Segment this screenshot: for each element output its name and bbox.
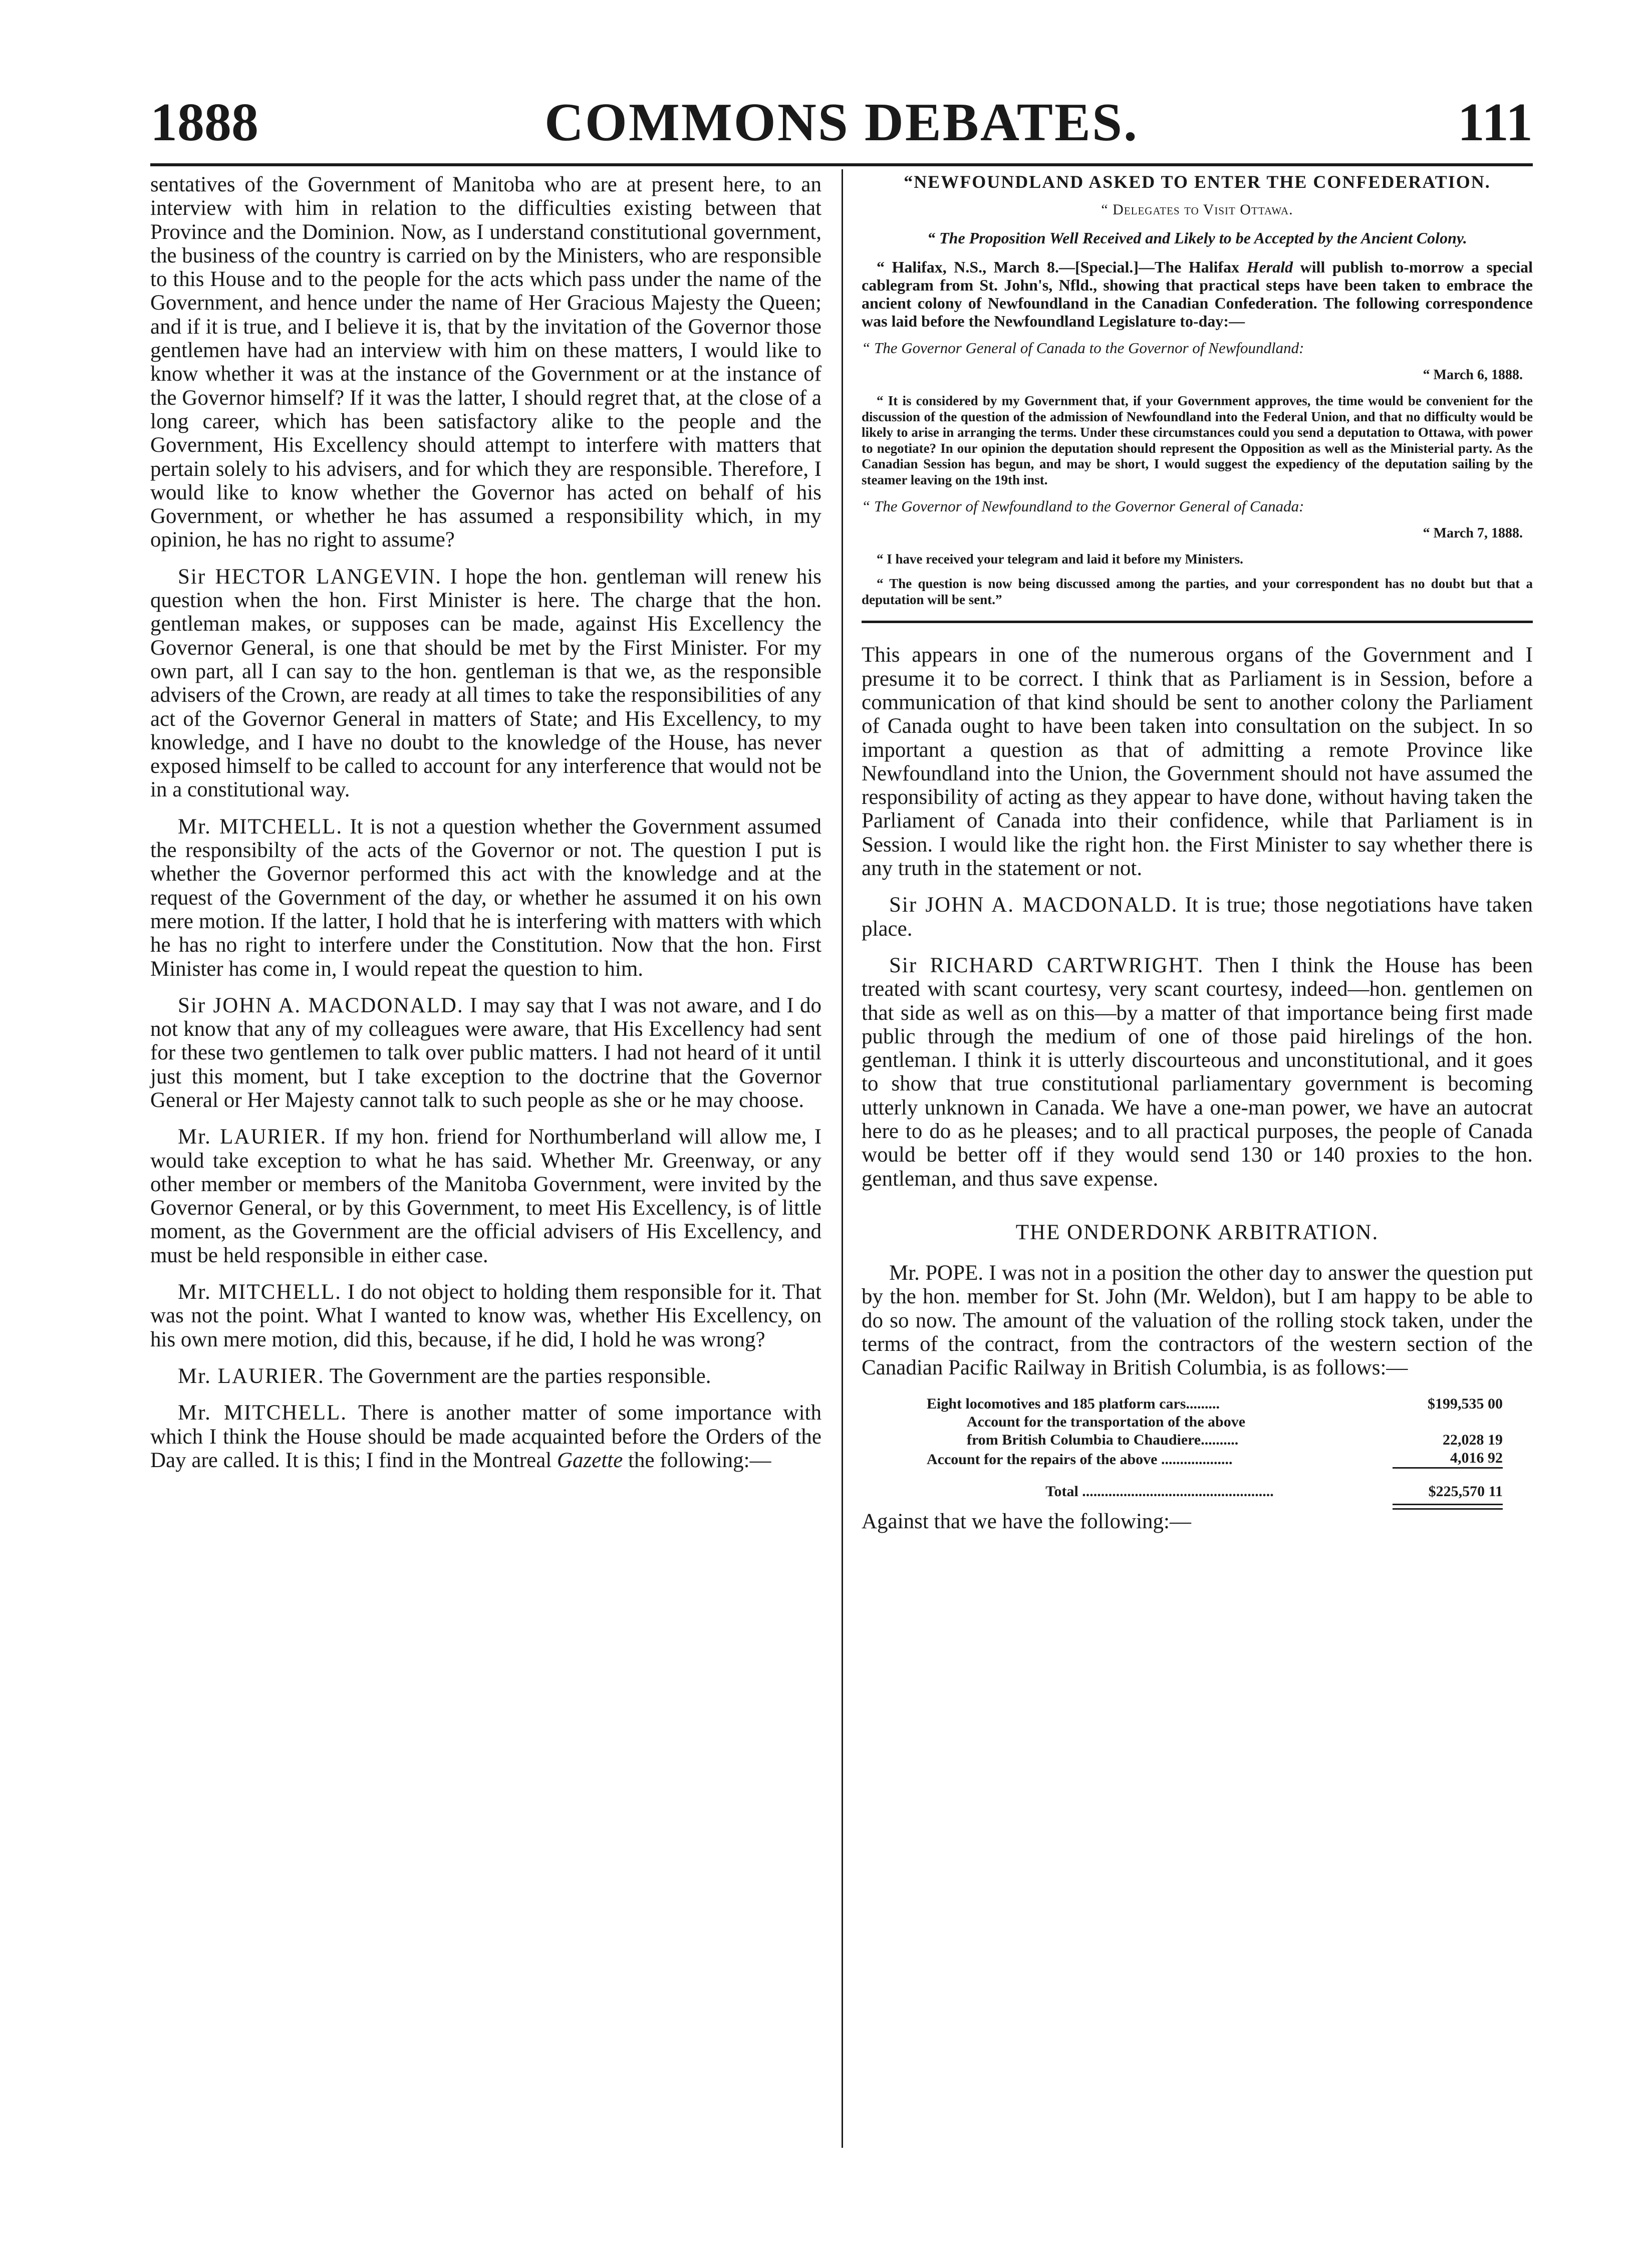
page-header [150, 93, 1533, 153]
newspaper-name: Herald [1246, 258, 1293, 276]
paragraph: sentatives of the Government of Manitoba who are at present here, to an interview with him in relation to the difficulties existing between that Province and the Dominion. Now, as I understand constitutional government, the business of the country is carried on by the Ministers, who are responsible to this House and to the people for the acts which pass under the name of the Government, and hence under the name of Her Gracious Majesty the Queen; and if it is true, and I believe it is, that by the invitation of the Governor those gentlemen have had an interview with him on these matters, I would like to know whether it was at the instance of the Government or at the instance of the Governor himself? If it was the latter, I should regret that, at the close of a long career, which has been satisfactory alike to the people and the Government, His Excellency should attempt to interfere with matters that pertain solely to his advisers, and for which they are responsible. Therefore, I would like to know whether the Governor has acted on behalf of his Government, or whether he has assumed a responsibility which, in my opinion, he has no right to assume? [150, 173, 821, 552]
speaker-name: Mr. LAURIER. [178, 1364, 325, 1388]
table-label: Account for the transportation of the above [967, 1413, 1246, 1430]
speech-text: There is another matter of some importance with which I think the House should be made acquainted before the Orders of the Day are called. It is this; I find in the Montreal [150, 1401, 821, 1472]
table-total-label: Total ................................................... [1045, 1483, 1274, 1500]
table-row [927, 1431, 1503, 1449]
speaker-name: Sir RICHARD CARTWRIGHT. [889, 953, 1204, 977]
speaker-name: Sir HECTOR LANGEVIN. [178, 565, 442, 589]
speaker-name: Sir JOHN A. MACDONALD. [178, 993, 464, 1017]
newspaper-name: Gazette [557, 1448, 623, 1472]
speech-text: If my hon. friend for Northumberland will allow me, I would take exception to what he has said. Whether Mr. Greenway, or any other member or members of the Manitoba Government, were invited by the Governor General, or by this Government, to meet His Excellency, is of little moment, as the Government are the official advisers of His Excellency, and must be held responsible in either case. [150, 1125, 822, 1267]
speaker-name: Mr. MITCHELL. [178, 1280, 342, 1304]
table-label: Account for the repairs of the above ................... [927, 1451, 1233, 1468]
column-divider [842, 169, 843, 2148]
letter-date: “ March 6, 1888. [1423, 367, 1523, 383]
right-column [862, 173, 1533, 1546]
clipping-subhead: “ Delegates to Visit Ottawa. [1101, 201, 1293, 218]
letter-body: “ The question is now being discussed among the parties, and your correspondent has no doubt but that a deputation will be sent.” [862, 576, 1533, 607]
speaker-name: Mr. MITCHELL. [178, 814, 343, 838]
clipping-lead [862, 258, 1533, 330]
speech-text: I may say that I was not aware, and I do not know that any of my colleagues were aware, that His Excellency had sent for these two gentlemen to talk over public matters. I had not heard of it until just this moment, but I take exception to the doctrine that the Governor General or Her Majesty cannot talk to such people as she or he may choose. [150, 993, 821, 1112]
clipping-headline: “NEWFOUNDLAND ASKED TO ENTER THE CONFEDERATION. [904, 172, 1491, 192]
total-double-rule [1393, 1504, 1503, 1510]
speech-paragraph [150, 1401, 821, 1472]
table-amount: $199,535 00 [1428, 1395, 1503, 1412]
speech-paragraph [862, 1261, 1533, 1379]
table-amount: 22,028 19 [1443, 1431, 1503, 1448]
clipping-lead-text: will publish to-morrow a special cablegram from St. John's, Nfld., showing that practical steps have been taken to embrace the ancient colony of Newfoundland in the Canadian Confederation. The following correspondence was laid before the Newfoundland Legislature to-day:— [862, 258, 1533, 330]
speech-text: Then I think the House has been treated with scant courtesy, very scant courtesy, indeed—hon. gentlemen on that side as well as on this—by a matter of that importance being first made public through the medium of one of those paid hirelings of the hon. gentleman. I think it is utterly discourteous and unconstitutional, and it goes to show that true constitutional parliamentary government is becoming utterly unknown in Canada. We have a one-man power, we have an autocrat here to do as he pleases; and to all practical purposes, the people of Canada would be better off if they would send 130 or 140 proxies to the hon. gentleman, and thus save expense. [862, 953, 1533, 1191]
table-amount: 4,016 92 [1393, 1449, 1503, 1469]
speech-paragraph [862, 954, 1533, 1191]
speech-paragraph [150, 994, 821, 1112]
publication-title: COMMONS DEBATES. [544, 93, 1139, 152]
header-year: 1888 [150, 93, 258, 152]
clipping-lead-text: “ Halifax, N.S., March 8.—[Special.]—The Halifax [877, 258, 1240, 276]
speech-paragraph [150, 1280, 821, 1351]
speech-paragraph [150, 565, 821, 802]
paragraph: Against that we have the following:— [862, 1509, 1191, 1533]
left-column [150, 173, 821, 1485]
section-title: THE ONDERDONK ARBITRATION. [1015, 1220, 1379, 1244]
table-label: from British Columbia to Chaudiere.......... [967, 1431, 1239, 1448]
table-total-amount: $225,570 11 [1428, 1483, 1503, 1500]
letter-date: “ March 7, 1888. [1423, 525, 1523, 541]
speech-text: It is not a question whether the Government assumed the responsibilty of the acts of the Governor or not. The question I put is whether the Governor performed this act with the knowledge and at the request of the Government of the day, or whether he assumed it on his own mere motion. If the latter, I hold that he is interfering with matters with which he has no right to interfere under the Constitution. Now that the hon. First Minister has come in, I would repeat the question to him. [150, 814, 821, 981]
speaker-name: Mr. MITCHELL. [178, 1401, 347, 1425]
speech-text: I was not in a position the other day to answer the question put by the hon. member for St. John (Mr. Weldon), but I am happy to be able to do so now. The amount of the valuation of the rolling stock taken, under the terms of the contract, from the contractors of the western section of the Canadian Pacific Railway in British Columbia, is as follows:— [862, 1261, 1533, 1380]
speech-text: I do not object to holding them responsible for it. That was not the point. What I wanted to know was, whether His Excellency, on his own mere motion, did this, because, if he did, I hold he was wrong? [150, 1280, 821, 1351]
speech-paragraph [150, 1364, 821, 1388]
table-label: Eight locomotives and 185 platform cars......... [927, 1395, 1220, 1412]
speech-paragraph [862, 893, 1533, 941]
speech-text: It is true; those negotiations have taken place. [862, 893, 1533, 941]
letter-body: “ It is considered by my Government that, if your Government approves, the time would be convenient for the discussion of the question of the admission of Newfoundland into the Federal Union, and that no difficulty would be likely to arise in arranging the terms. Under these circumstances could you send a deputation to Ottawa, with power to negotiate? In our opinion the deputation should represent the Opposition as well as the Ministerial party. As the Canadian Session has begun, and may be short, I would suggest the expediency of the deputation sailing by the steamer leaving on the 19th inst. [862, 393, 1533, 487]
paragraph: This appears in one of the numerous organs of the Government and I presume it to be correct. I think that as Parliament is in Session, before a communication of that kind should be sent to another colony the Parliament of Canada ought to have been taken into consultation on the subject. In so important a question as that of admitting a remote Province like Newfoundland into the Union, the Government should not have assumed the responsibility of acting as they appear to have done, without having taken the Parliament of Canada into their confidence, while that Parliament is in Session. I would like the right hon. the First Minister to say whether there is any truth in the statement or not. [862, 643, 1533, 881]
table-row [927, 1413, 1503, 1431]
letter-heading: “ The Governor of Newfoundland to the Governor General of Canada: [862, 497, 1304, 515]
table-row [927, 1449, 1503, 1469]
page-number: 111 [1457, 93, 1533, 152]
speaker-name: Mr. LAURIER. [178, 1125, 327, 1149]
speech-paragraph [150, 815, 821, 981]
valuation-table [927, 1395, 1503, 1510]
speech-text: I hope the hon. gentleman will renew his question when the hon. First Minister is here. The charge that the hon. gentleman makes, or supposes can be made, against His Excellency the Governor General, is one that should be met by the First Minister. For my own part, all I can say to the hon. gentleman is that we, as the responsible advisers of the Crown, are ready at all times to take the responsibilities of any act of the Governor General in matters of State; and His Excellency, to my knowledge, and I have no doubt to the knowledge of the House, has never exposed himself to be called to account for any interference that would not be in a constitutional way. [150, 565, 822, 802]
speaker-name: Mr. POPE. [889, 1261, 984, 1285]
letter-body: “ I have received your telegram and laid it before my Ministers. [877, 551, 1243, 567]
table-total-row [927, 1483, 1503, 1501]
speech-paragraph [150, 1125, 821, 1267]
header-rule [150, 163, 1533, 166]
newspaper-clipping [862, 173, 1533, 608]
speech-text: The Government are the parties responsible. [329, 1364, 711, 1388]
clipping-rule [862, 621, 1533, 623]
letter-heading: “ The Governor General of Canada to the Governor of Newfoundland: [862, 339, 1304, 357]
clipping-subhead-2: “ The Proposition Well Received and Likely to be Accepted by the Ancient Colony. [927, 229, 1467, 247]
speaker-name: Sir JOHN A. MACDONALD. [889, 893, 1178, 917]
speech-text: the following:— [628, 1448, 771, 1472]
table-row [927, 1395, 1503, 1413]
